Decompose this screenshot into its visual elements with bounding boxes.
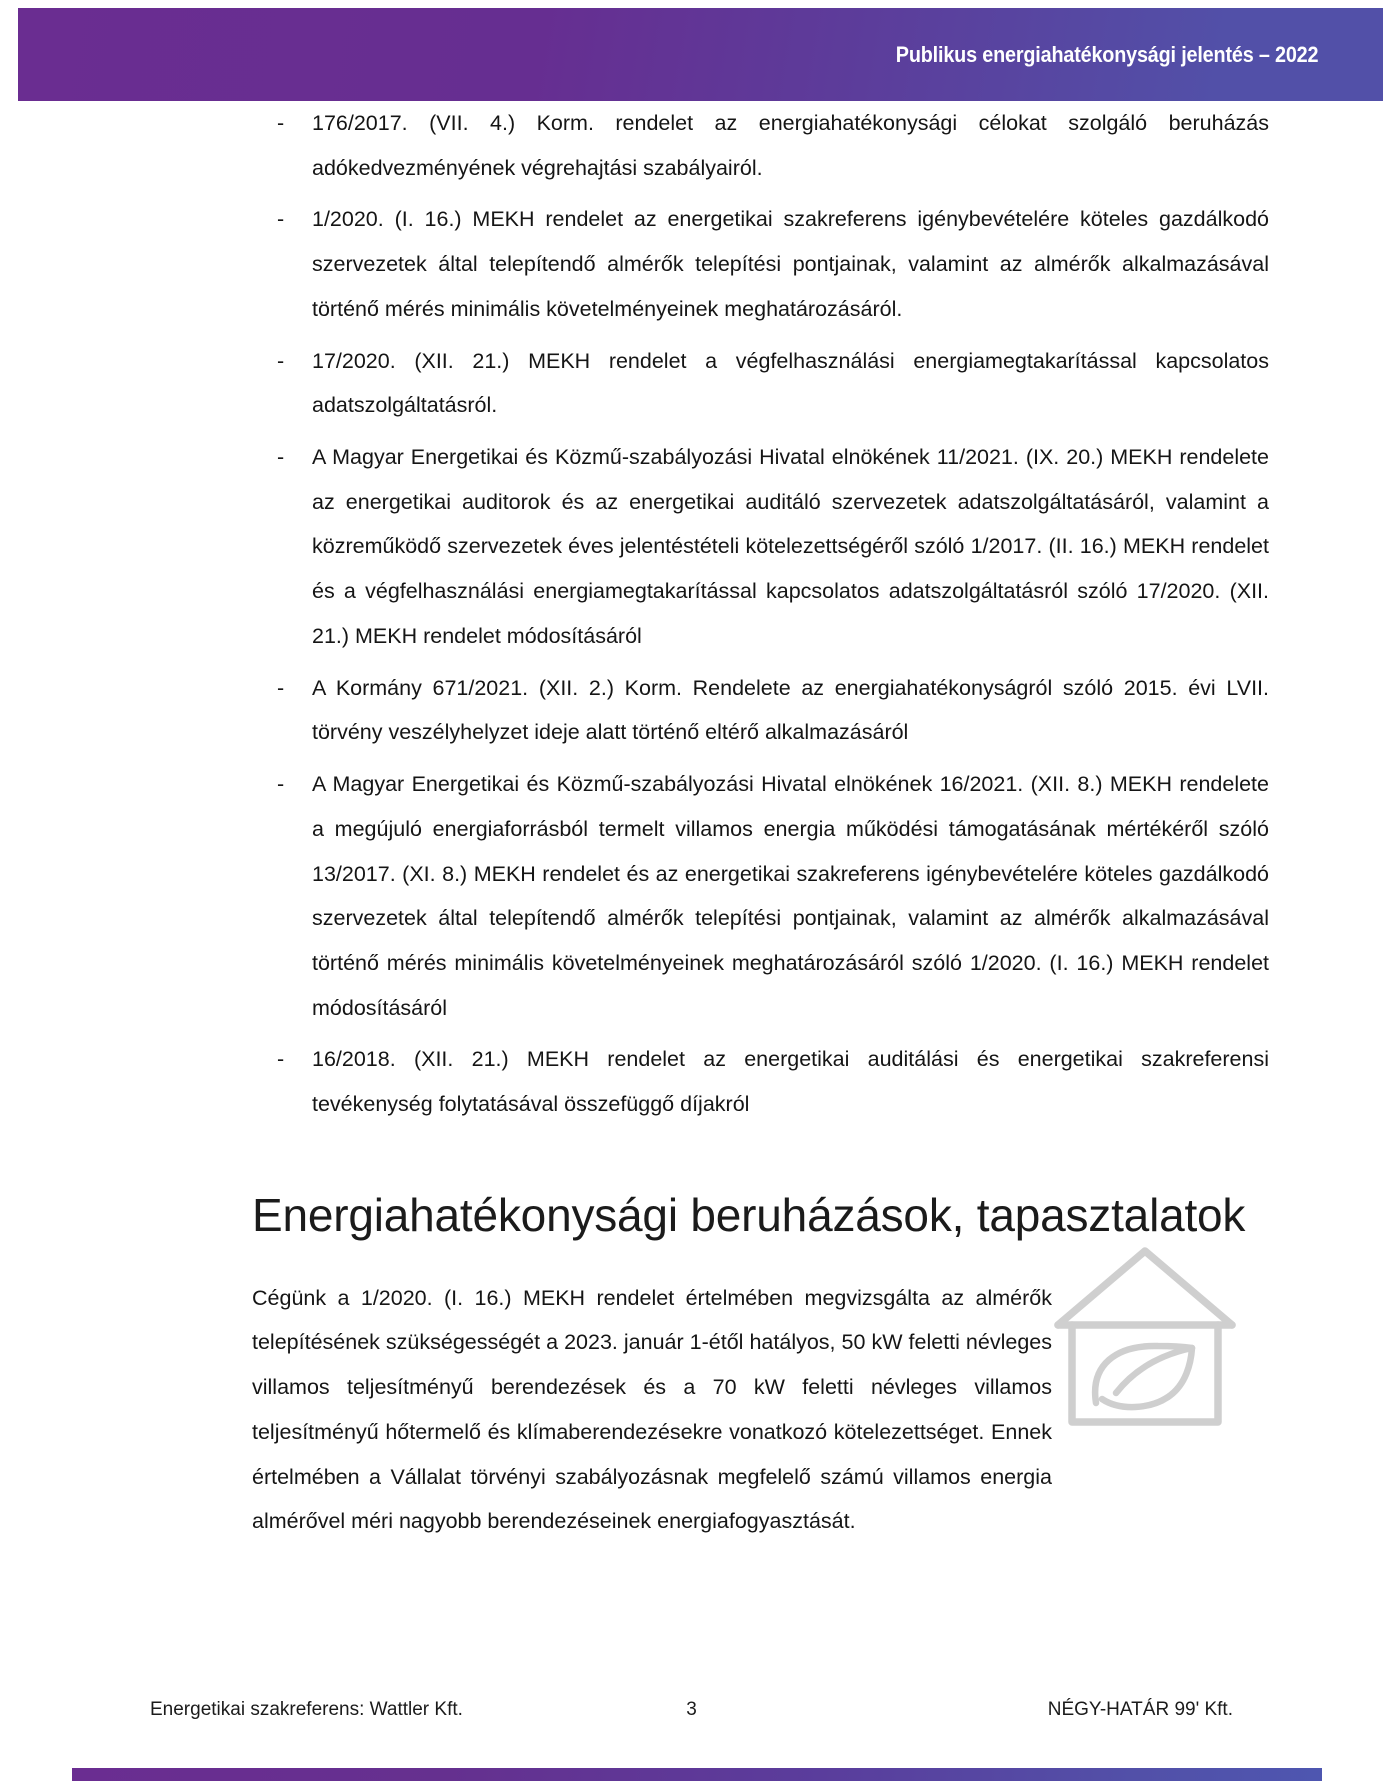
list-item xyxy=(264,435,1269,659)
section-paragraph: Cégünk a 1/2020. (I. 16.) MEKH rendelet értelmében megvizsgálta az almérők telepítésének szükségességét a 2023. január 1-étől hatályos, 50 kW feletti névleges villamos teljesítményű berendezések és a 70 kW feletti névleges villamos teljesítményű hőtermelő és klímaberendezésekre vonatkozó kötelezettséget. Ennek értelmében a Vállalat törvényi szabályozásnak megfelelő számú villamos energia almérővel méri nagyobb berendezéseinek energiafogyasztását. xyxy=(252,1285,1052,1534)
footer-right-text: NÉGY-HATÁR 99' Kft. xyxy=(1047,1699,1233,1720)
list-item xyxy=(264,1037,1269,1126)
page-footer-bar xyxy=(72,1768,1322,1781)
regulation-list xyxy=(264,101,1269,1127)
list-item-text: - 17/2020. (XII. 21.) MEKH rendelet a végfelhasználási energiamegtakarítással kapcsolatos adatszolgáltatásról. xyxy=(312,348,1269,418)
footer-left-text: Energetikai szakreferens: Wattler Kft. xyxy=(150,1699,463,1720)
list-item-text: - 176/2017. (VII. 4.) Korm. rendelet az energiahatékonysági célokat szolgáló beruházás adókedvezményének végrehajtási szabályairól. xyxy=(312,111,1269,180)
list-item-text: - 16/2018. (XII. 21.) MEKH rendelet az energetikai auditálási és energetikai szakreferensi tevékenység folytatásával összefüggő díjakról xyxy=(312,1047,1269,1117)
page-header-band xyxy=(18,8,1383,101)
list-item xyxy=(264,666,1269,755)
list-item-text: - 1/2020. (I. 16.) MEKH rendelet az energetikai szakreferens igénybevételére köteles gazdálkodó szervezetek által telepítendő almérők telepítési pontjainak, valamint az almérők alkalmazásával történő mérés minimális követelményeinek meghatározásáról. xyxy=(312,207,1269,321)
list-item-text: - A Magyar Energetikai és Közmű-szabályozási Hivatal elnökének 16/2021. (XII. 8.) MEKH rendelete a megújuló energiaforrásból termelt villamos energia működési támogatásának mértékéről szóló 13/2017. (XI. 8.) MEKH rendelet és az energetikai szakreferens igénybevételére köteles gazdálkodó szervezetek által telepítendő almérők telepítési pontjainak, valamint az almérők alkalmazásával történő mérés minimális követelményeinek meghatározásáról szóló 1/2020. (I. 16.) MEKH rendelet módosításáról xyxy=(312,772,1269,1020)
list-item-text: - A Kormány 671/2021. (XII. 2.) Korm. Rendelete az energiahatékonyságról szóló 2015. évi LVII. törvény veszélyhelyzet ideje alatt történő eltérő alkalmazásáról xyxy=(312,675,1269,745)
list-item xyxy=(264,762,1269,1030)
footer-page-number: 3 xyxy=(686,1699,697,1720)
list-item-text: - A Magyar Energetikai és Közmű-szabályozási Hivatal elnökének 11/2021. (IX. 20.) MEKH rendelete az energetikai auditorok és az energetikai auditáló szervezetek adatszolgáltatásáról, valamint a közreműködő szervezetek éves jelentéstételi kötelezettségéről szóló 1/2017. (II. 16.) MEKH rendelet és a végfelhasználási energiamegtakarítással kapcsolatos adatszolgáltatásról szóló 17/2020. (XII. 21.) MEKH rendelet módosításáról xyxy=(312,445,1269,648)
page-header-title xyxy=(867,42,1347,68)
page-footer xyxy=(0,1693,1383,1727)
list-item xyxy=(264,339,1269,428)
eco-house-leaf-icon xyxy=(1050,1245,1240,1430)
page-header-title-text: Publikus energiahatékonysági jelentés – 2022 xyxy=(895,41,1319,67)
list-item xyxy=(264,197,1269,331)
section-heading: Energiahatékonysági beruházások, tapasztalatok xyxy=(252,1188,1246,1241)
list-item xyxy=(264,101,1269,190)
